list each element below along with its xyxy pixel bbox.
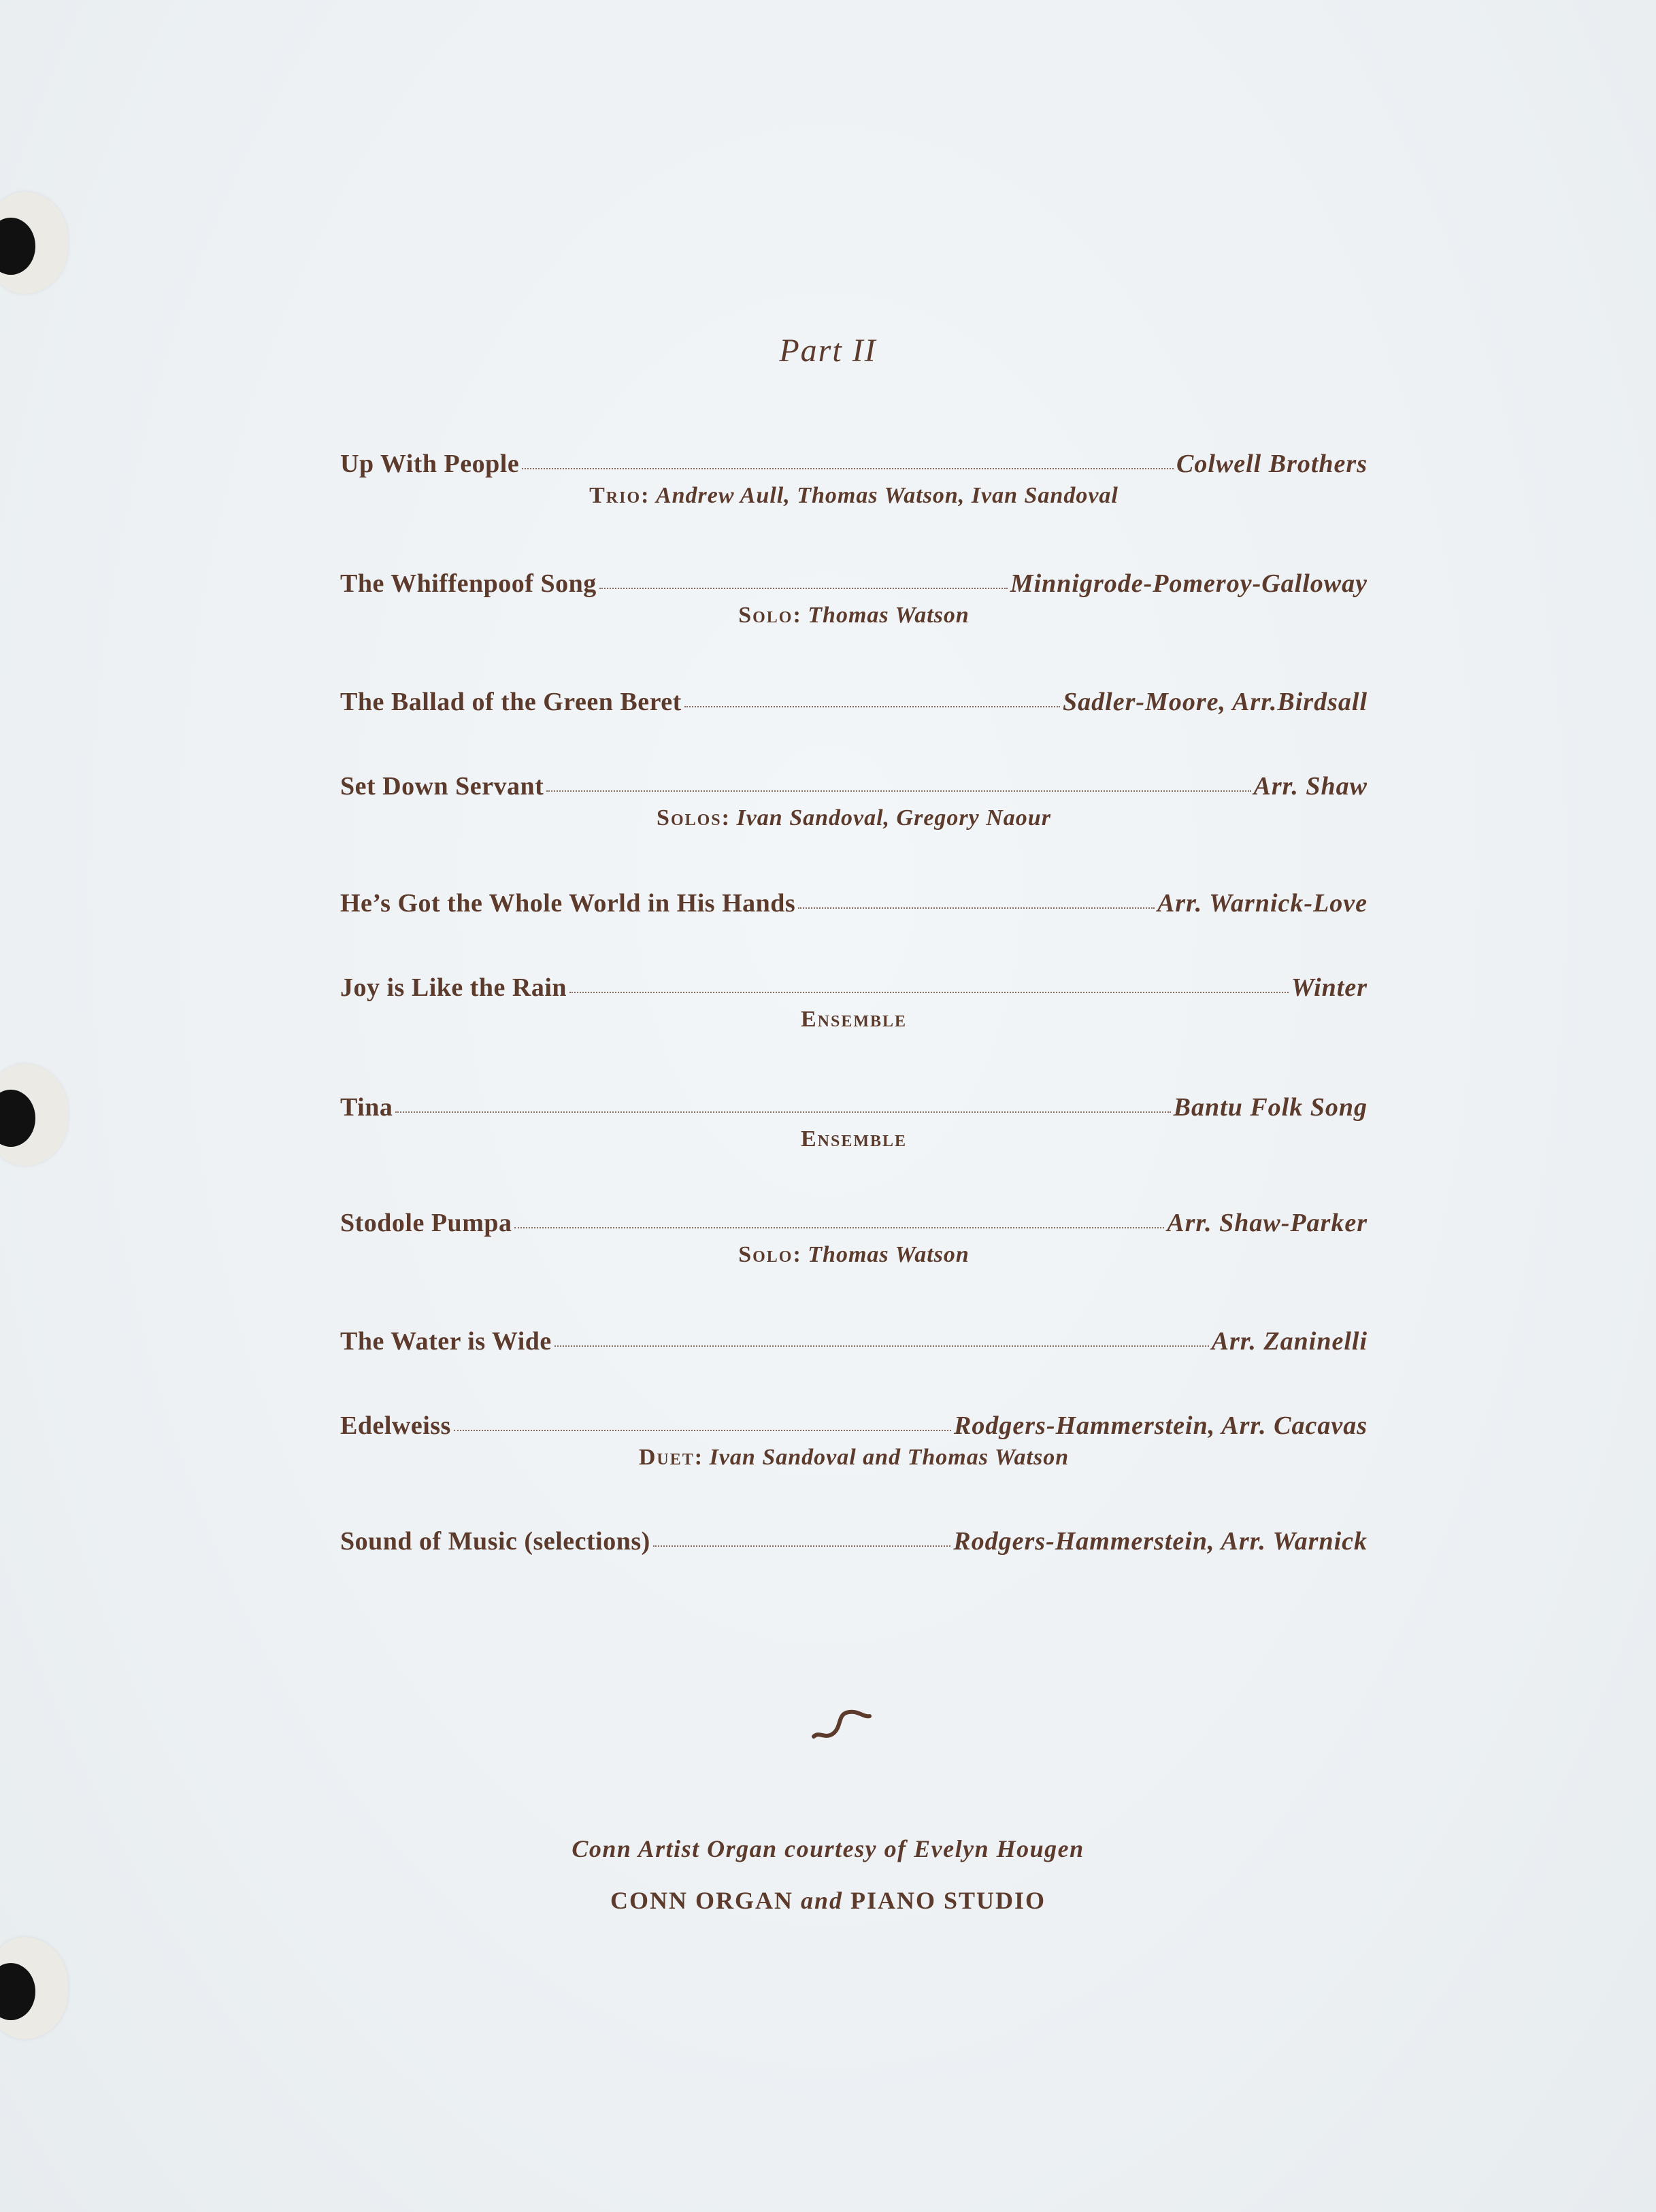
piece-title: The Water is Wide: [340, 1327, 552, 1356]
binder-hole-top: [0, 192, 68, 294]
performer-line: [340, 1007, 1368, 1033]
program-item: [340, 569, 1368, 629]
piece-title: Stodole Pumpa: [340, 1209, 512, 1237]
composer: Arr. Shaw: [1253, 772, 1368, 801]
program-item: [340, 973, 1368, 1033]
organ-credit: Conn Artist Organ courtesy of Evelyn Hougen: [572, 1835, 1084, 1862]
performer-line: [340, 1126, 1368, 1152]
performer-names: Thomas Watson: [808, 1242, 970, 1267]
performer-line: [340, 483, 1368, 509]
performer-line: [340, 1242, 1368, 1268]
composer: Winter: [1291, 973, 1368, 1002]
studio-name-a: CONN ORGAN: [610, 1887, 793, 1914]
program-item: [340, 449, 1368, 509]
performer-names: Ivan Sandoval and Thomas Watson: [709, 1445, 1070, 1470]
composer: Arr. Warnick-Love: [1157, 889, 1368, 918]
dot-leader: [454, 1430, 951, 1431]
piece-title: He’s Got the Whole World in His Hands: [340, 889, 796, 918]
piece-title: Joy is Like the Rain: [340, 973, 567, 1002]
composer: Arr. Shaw-Parker: [1167, 1209, 1368, 1237]
dot-leader: [798, 907, 1155, 909]
performer-role: Ensemble: [800, 1007, 908, 1032]
program-item: [340, 771, 1368, 831]
program-item: [340, 1411, 1368, 1471]
program-item: [340, 1092, 1368, 1152]
dot-leader: [653, 1545, 950, 1547]
program-item: [340, 888, 1368, 918]
program-item: [340, 687, 1368, 717]
performer-names: Ivan Sandoval, Gregory Naour: [736, 805, 1051, 831]
dot-leader: [554, 1345, 1209, 1347]
performer-role: Ensemble: [800, 1126, 908, 1152]
program-item: [340, 1326, 1368, 1356]
dot-leader: [569, 992, 1289, 993]
performer-names: Andrew Aull, Thomas Watson, Ivan Sandoval: [655, 483, 1119, 508]
dot-leader: [522, 468, 1174, 469]
performer-role: Duet:: [638, 1445, 704, 1470]
binder-hole-middle: [0, 1064, 68, 1166]
page-title: Part II: [779, 333, 877, 369]
piece-title: Sound of Music (selections): [340, 1527, 650, 1556]
dot-leader: [514, 1227, 1164, 1228]
program-item: [340, 1526, 1368, 1556]
dot-leader: [684, 706, 1060, 707]
performer-role: Solo:: [738, 1242, 802, 1267]
studio-credit: [0, 1886, 1656, 1915]
dot-leader: [546, 790, 1251, 792]
dot-leader: [599, 588, 1008, 589]
composer: Bantu Folk Song: [1173, 1093, 1368, 1122]
studio-name-b: PIANO STUDIO: [850, 1887, 1046, 1914]
piece-title: Up With People: [340, 450, 520, 478]
program-item: [340, 1208, 1368, 1268]
piece-title: Set Down Servant: [340, 772, 544, 801]
composer: Minnigrode-Pomeroy-Galloway: [1010, 569, 1368, 598]
piece-title: Edelweiss: [340, 1411, 451, 1440]
composer: Sadler-Moore, Arr.Birdsall: [1063, 688, 1368, 716]
composer: Rodgers-Hammerstein, Arr. Cacavas: [954, 1411, 1368, 1440]
ornament-swash-icon: [810, 1704, 875, 1745]
composer: Rodgers-Hammerstein, Arr. Warnick: [953, 1527, 1368, 1556]
performer-role: Solos:: [657, 805, 731, 831]
performer-line: [340, 603, 1368, 629]
dot-leader: [395, 1111, 1170, 1113]
performer-role: Solo:: [738, 603, 802, 628]
performer-line: [340, 1445, 1368, 1471]
performer-names: Thomas Watson: [808, 603, 970, 628]
piece-title: The Ballad of the Green Beret: [340, 688, 682, 716]
piece-title: Tina: [340, 1093, 393, 1122]
composer: Arr. Zaninelli: [1211, 1327, 1368, 1356]
composer: Colwell Brothers: [1176, 450, 1368, 478]
studio-name-and: and: [800, 1887, 843, 1914]
piece-title: The Whiffenpoof Song: [340, 569, 597, 598]
performer-line: [340, 805, 1368, 831]
binder-hole-bottom: [0, 1937, 68, 2039]
performer-role: Trio:: [589, 483, 650, 508]
